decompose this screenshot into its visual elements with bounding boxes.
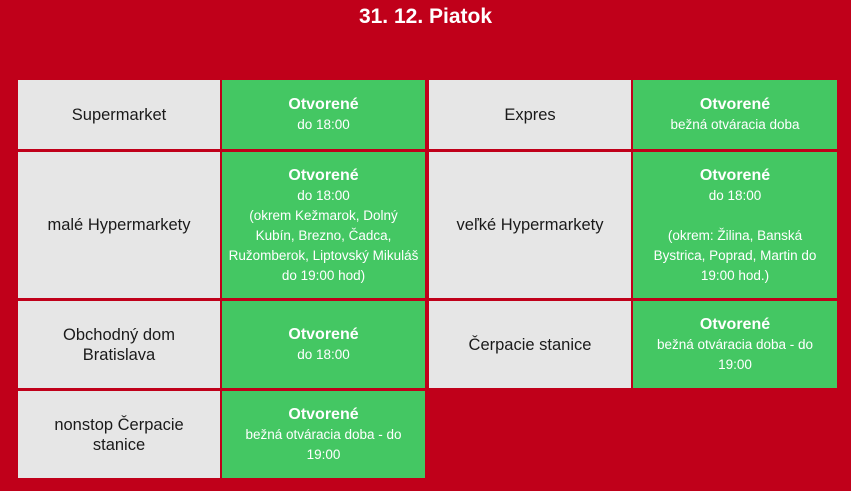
store-name-supermarket xyxy=(18,80,220,149)
store-name-text: Supermarket xyxy=(71,105,167,124)
store-name-text: Čerpacie stanice xyxy=(468,335,592,354)
store-name-velke-hypermarkety xyxy=(429,152,631,298)
status-label: Otvorené xyxy=(699,96,771,113)
store-name-nonstop-cerpacie-stanice xyxy=(18,391,220,478)
status-detail: bežná otváracia doba - do 19:00 xyxy=(245,427,402,462)
status-label: Otvorené xyxy=(288,166,359,184)
store-name-text: nonstop Čerpacie stanice xyxy=(54,415,184,454)
status-detail: do 18:00 xyxy=(297,117,350,132)
status-label: Otvorené xyxy=(288,96,359,113)
status-detail: bežná otváracia doba xyxy=(670,117,800,132)
store-status-obchodny-dom xyxy=(222,301,425,388)
store-name-expres xyxy=(429,80,631,149)
store-name-text: Obchodný dom Bratislava xyxy=(63,325,175,364)
page-title: 31. 12. Piatok xyxy=(358,5,493,28)
status-detail: do 18:00 xyxy=(297,347,350,362)
status-detail: do 18:00 (okrem: Žilina, Banská Bystrica, Poprad, Martin do 19:00 hod.) xyxy=(653,187,817,283)
status-detail: bežná otváracia doba - do 19:00 xyxy=(656,337,814,372)
store-status-expres xyxy=(633,80,837,149)
status-label: Otvorené xyxy=(699,166,771,184)
store-status-nonstop-cerpacie-stanice xyxy=(222,391,425,478)
store-name-obchodny-dom xyxy=(18,301,220,388)
store-name-male-hypermarkety xyxy=(18,152,220,298)
status-label: Otvorené xyxy=(288,326,359,343)
store-status-velke-hypermarkety xyxy=(633,152,837,298)
status-label: Otvorené xyxy=(699,316,771,333)
store-status-supermarket xyxy=(222,80,425,149)
store-status-male-hypermarkety xyxy=(222,152,425,298)
status-label: Otvorené xyxy=(288,406,359,423)
store-name-cerpacie-stanice xyxy=(429,301,631,388)
status-detail: do 18:00 (okrem Kežmarok, Dolný Kubín, Brezno, Čadca, Ružomberok, Liptovský Mikuláš do 19:00 hod) xyxy=(228,187,419,283)
store-name-text: malé Hypermarkety xyxy=(47,216,191,234)
store-name-text: veľké Hypermarkety xyxy=(456,216,604,234)
store-name-text: Expres xyxy=(504,105,556,124)
store-status-cerpacie-stanice xyxy=(633,301,837,388)
